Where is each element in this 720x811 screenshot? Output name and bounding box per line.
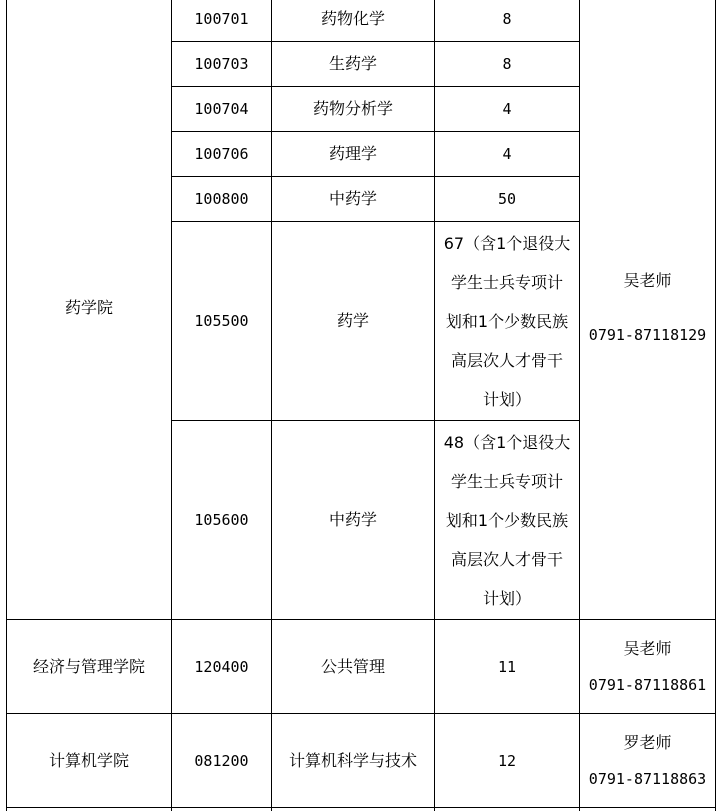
contact-name: 吴老师 (623, 271, 672, 290)
quota-line: 学生士兵专项计 (450, 471, 563, 491)
quota-cell: 8 (435, 0, 580, 42)
major-code-cell: 100703 (172, 42, 272, 87)
quota-cell: 50 (435, 177, 580, 222)
quota-line: 计划） (482, 389, 531, 409)
contact-phone: 0791-87118861 (588, 675, 707, 694)
major-name-cell: 生药学 (272, 42, 435, 87)
quota-line: 划和1个少数民族 (445, 311, 569, 331)
quota-line: 高层次人才骨干 (450, 549, 563, 569)
contact-cell (580, 0, 716, 620)
quota-line: 高层次人才骨干 (450, 350, 563, 370)
quota-line: 学生士兵专项计 (450, 272, 563, 292)
quota-line: 计划） (482, 588, 531, 608)
contact-name: 罗老师 (623, 732, 672, 752)
quota-cell (435, 421, 580, 620)
quota-line: 67（含1个退役大 (443, 233, 571, 253)
major-code-cell: 105500 (172, 222, 272, 421)
quota-cell (435, 222, 580, 421)
major-name-cell: 中药学 (272, 177, 435, 222)
quota-cell: 8 (435, 42, 580, 87)
major-code-cell: 120400 (172, 620, 272, 714)
major-name-cell: 公共管理 (272, 620, 435, 714)
college-cell: 计算机学院 (7, 714, 172, 808)
college-name: 药学院 (64, 298, 113, 317)
major-code-cell: 100701 (172, 0, 272, 42)
contact-phone: 0791-87118863 (588, 769, 707, 788)
major-code-cell: 100704 (172, 87, 272, 132)
major-name-cell: 药物分析学 (272, 87, 435, 132)
major-name-cell: 药学 (272, 222, 435, 421)
major-name-cell: 药理学 (272, 132, 435, 177)
quota-cell: 4 (435, 132, 580, 177)
major-code-cell: 100706 (172, 132, 272, 177)
table-row (7, 714, 716, 808)
major-code-cell: 100800 (172, 177, 272, 222)
contact-cell (580, 714, 716, 808)
quota-line: 48（含1个退役大 (443, 432, 571, 452)
table-row (7, 620, 716, 714)
table-row (7, 808, 716, 811)
contact-cell (580, 620, 716, 714)
admissions-table (6, 0, 716, 811)
major-name-cell: 计算机科学与技术 (272, 714, 435, 808)
major-code-cell: 105600 (172, 421, 272, 620)
quota-cell: 4 (435, 87, 580, 132)
contact-name: 吴老师 (623, 638, 672, 658)
contact-phone: 0791-87118129 (588, 326, 707, 344)
college-cell: 经济与管理学院 (7, 620, 172, 714)
quota-line: 划和1个少数民族 (445, 510, 569, 530)
quota-cell: 12 (435, 714, 580, 808)
major-name-cell: 中药学 (272, 421, 435, 620)
college-cell (7, 0, 172, 620)
quota-cell: 11 (435, 620, 580, 714)
major-name-cell: 药物化学 (272, 0, 435, 42)
major-code-cell: 081200 (172, 714, 272, 808)
table-row (7, 0, 716, 42)
